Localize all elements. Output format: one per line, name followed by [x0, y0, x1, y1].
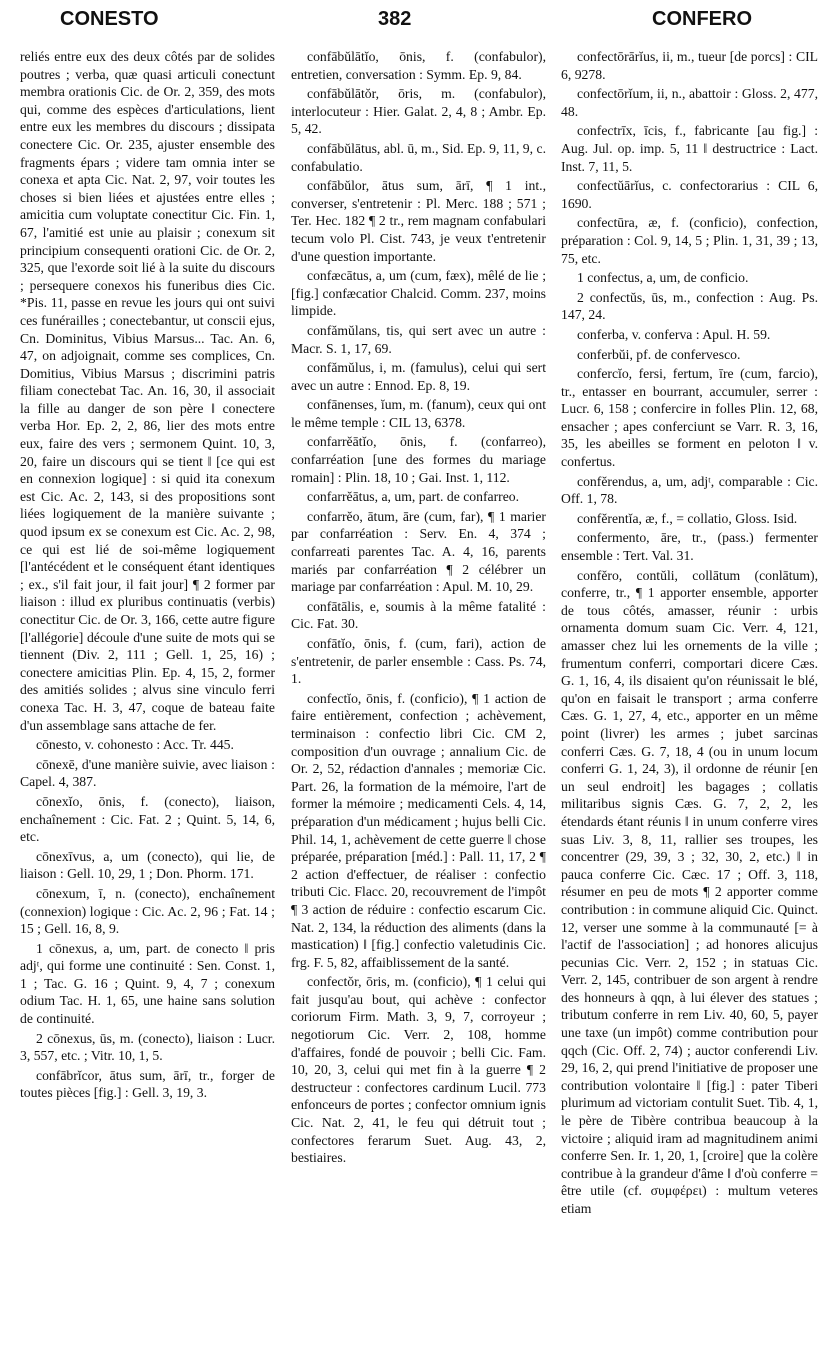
dictionary-entry: confātālis, e, soumis à la même fatalité : Cic. Fat. 30. — [291, 598, 546, 632]
dictionary-entry: confectŭārĭus, c. confectorarius : CIL 6, 1690. — [561, 178, 818, 211]
dictionary-entry: cōnexĭo, ōnis, f. (conecto), liaison, enchaînement : Cic. Fat. 2 ; Quint. 5, 14, 6, etc. — [20, 793, 275, 845]
dictionary-entry: confæcātus, a, um (cum, fæx), mêlé de lie ; [fig.] confæcatior Chalcid. Comm. 237, moins limpide. — [291, 268, 546, 319]
dictionary-entry: confectūra, æ, f. (conficio), confection, préparation : Col. 9, 14, 5 ; Plin. 1, 31, 39 ; 13, 75, etc. — [561, 215, 818, 266]
dictionary-entry: confercĭo, fersi, fertum, īre (cum, farcio), tr., entasser en bourrant, accumuler, serrer : Lucr. 6, 158 ; confercire in folles Plin. 12, 68, ensacher ; apes conferciunt se Varr. R. 3, 16, 35, les abeilles se forment en peloton ‖ v. confertus. — [561, 366, 818, 470]
dictionary-entry: confābrĭcor, ātus sum, ārī, tr., forger de toutes pièces [fig.] : Gell. 3, 19, 3. — [20, 1067, 275, 1101]
dictionary-entry: confĕro, contŭli, collātum (conlātum), conferre, tr., ¶ 1 apporter ensemble, apporter de tous côtés, amasser, réunir : urbis ornamenta domum suam Cic. Verr. 4, 121, amasser chez lui les ornements de la ville ; frumentum conferri, comportari dicere Cæs. G. 1, 16, 4, ils disaient qu'on réunissait le blé, qu'on en faisait le transport ; arma conferre Cæs. G. 1, 27, 4, etc., apporter en un même point (livrer) les armes ; jubet sarcinas conferri Cæs. G. 7, 18, 4 (ou in unum locum conferri G. 1, 24, 3), il ordonne de réunir [en un seul endroit] les bagages ; collatis militaribus signis Cæs. G. 7, 2, 2, les étendards étant réunis ‖ in unum conferre vires suas Liv. 3, 8, 11, rallier ses troupes, les concentrer (29, 39, 3 ; 32, 30, 2, etc.) ‖ in pauca conferre Cic. Cæc. 17 ; Off. 3, 118, résumer en peu de mots ¶ 2 apporter comme contribution : in commune aliquid Cic. Quinct. 12, verser une somme à la communauté [= à l'actif de l'association] ; ad honores alicujus pecunias Cic. Verr. 2, 152 ; in statuas Cic. Verr. 2, 145, contribuer de son argent à rendre des honneurs à qqn, à lui élever des statues ; tributum conferre in rem Liv. 40, 60, 5, payer une taxe (un impôt) comme contribution pour qqch (Cic. Off. 2, 74) ; auctor conferendi Liv. 29, 16, 2, qui prend l'initiative de proposer une contribution volontaire ‖ [fig.] : pater Tiberi plurimum ad victoriam contulit Suet. Tib. 4, 1, le père de Tibère contribua beaucoup à la victoire ; aliquid iram ad magnitudinem animi conferre Sen. Ir. 1, 20, 1, [croire] que la colère contribue à la grandeur d'âme ‖ d'où conferre = être utile (cf. συμφέρει) : multum veteres etiam — [561, 567, 818, 1216]
entry-continuation: reliés entre eux des deux côtés par de solides poutres ; verba, quæ quasi articuli conectunt membra orationis Cic. de Or. 2, 359, des mots qui, comme des espèces d'articulations, lient entre eux les membres du discours ; dissipata conectere Cic. Or. 235, ajuster ensemble des fragments épars ; videre tam omnia inter se conexa et apta Cic. Nat. 2, 97, voir toutes les choses si bien liées et ajustées entre elles ; amicitia cum voluptate conectitur Cic. Fin. 1, 67, l'amitié est unie au plaisir ; conexum sit principium consequenti orationi Cic. de Or. 2, 325, que l'exorde soit lié à la suite du discours ; persequere conexos his funeribus dies Cic. *Pis. 11, passe en revue les jours qui ont suivi ces funérailles ; conectebantur, ut conscii ejus, Cn. Dominitus, Vibius Marsus... Tac. An. 6, 47, on adjoignait, comme ses complices, Cn. Domitius, Vibius Marsus ; discrimini patris filiam conectebat Tac. An. 16, 30, il associait la fille au danger de son père ‖ conectere verba Hor. Ep. 2, 2, 86, lier des mots entre eux, faire des vers ; sermonem Quint. 10, 3, 20, faire un discours qui se tient ‖ [ce qui est en connexion logique] : si quid ita conexum est Cic. Ac. 2, 143, si des propositions sont liées logiquement de la manière suivante ; quod ipsum ex se conexum est Cic. Ac. 2, 98, ce qui est lié de soi-même logiquement [l'antécédent et le conséquent étant identiques ; ex., s'il fait jour, il fait jour] ¶ 2 former par liaison : illud ex pluribus continuatis (verbis) conectitur Cic. de Or. 3, 166, cette autre figure [l'allégorie] découle d'une suite de mots qui se tiennent (Div. 2, 111 ; Gell. 1, 25, 16) ; conectere amicitias Plin. Ep. 4, 15, 2, former des amitiés solides ; alvus sine vinculo ferri conexa Tac. H. 3, 47, coque de bateau faite d'un assemblage sans attache de fer. — [20, 49, 275, 733]
page-header — [0, 8, 833, 38]
dictionary-entry: 2 confectŭs, ūs, m., confection : Aug. Ps. 147, 24. — [561, 289, 818, 323]
dictionary-entry: 2 cōnexus, ūs, m. (conecto), liaison : Lucr. 3, 557, etc. ; Vitr. 10, 1, 5. — [20, 1030, 275, 1064]
dictionary-entry: confectōrĭum, ii, n., abattoir : Gloss. 2, 477, 48. — [561, 86, 818, 119]
dictionary-entry: conferba, v. conferva : Apul. H. 59. — [577, 326, 771, 342]
dictionary-entry: cōnexīvus, a, um (conecto), qui lie, de liaison : Gell. 10, 29, 1 ; Don. Phorm. 171. — [20, 848, 275, 882]
dictionary-entry: confectŏr, ōris, m. (conficio), ¶ 1 celui qui fait jusqu'au bout, qui achève : confector coriorum Firm. Math. 3, 9, 7, corroyeur ; negotiorum Cic. Verr. 2, 108, homme d'affaires, fondé de pouvoir ; belli Cic. Fam. 10, 20, 3, celui qui met fin à la guerre ¶ 2 destructeur : confectores cardinum Lucil. 773 enfonceurs de portes ; confector omnium ignis Cic. Nat. 2, 41, le feu qui détruit tout ; confectores ferarum Suet. Aug. 43, 2, bestiaires. — [291, 974, 546, 1166]
running-head-right: CONFERO — [652, 8, 752, 30]
dictionary-entry: confermento, āre, tr., (pass.) fermenter ensemble : Tert. Val. 31. — [561, 530, 818, 564]
dictionary-entry: confābŭlor, ātus sum, ārī, ¶ 1 int., converser, s'entretenir : Pl. Merc. 188 ; 571 ; Ter. Hec. 182 ¶ 2 tr., rem magnam confabulari tecum volo Pl. Cist. 743, je veux t'entretenir d'une question importante. — [291, 178, 546, 264]
column-right — [561, 48, 818, 1220]
dictionary-entry: 1 cōnexus, a, um, part. de conecto ‖ pris adjᵗ, qui forme une continuité : Sen. Const. 1, 1 ; Tac. G. 16 ; Quint. 9, 4, 7 ; conexum odium Tac. H. 1, 65, une haine sans solution de continuité. — [20, 940, 275, 1027]
dictionary-entry: cōnesto, v. cohonesto : Acc. Tr. 445. — [36, 737, 234, 753]
dictionary-entry: confābŭlātĭo, ōnis, f. (confabulor), entretien, conversation : Symm. Ep. 9, 84. — [291, 49, 546, 82]
dictionary-entry: confarrĕo, ātum, āre (cum, far), ¶ 1 marier par confarréation : Serv. En. 4, 374 ; confarreati parentes Tac. A. 4, 16, parents mariés par confarréation ¶ 2 célébrer un mariage par confarréation : Apul. M. 10, 29. — [291, 508, 546, 595]
dictionary-entry: cōnexum, ī, n. (conecto), enchaînement (connexion) logique : Cic. Ac. 2, 96 ; Fat. 14 ; 15 ; Gell. 16, 8, 9. — [20, 885, 275, 937]
dictionary-entry: confĕrendus, a, um, adjᵗ, comparable : Cic. Off. 1, 78. — [561, 473, 818, 507]
dictionary-entry: confānenses, ĭum, m. (fanum), ceux qui ont le même temple : CIL 13, 6378. — [291, 397, 546, 430]
column-left — [20, 48, 275, 1104]
dictionary-entry: confarrĕātus, a, um, part. de confarreo. — [307, 489, 520, 505]
running-head-left: CONESTO — [60, 8, 159, 30]
dictionary-entry: confectĭo, ōnis, f. (conficio), ¶ 1 action de faire entièrement, confection ; achèvement, terminaison : confectio libri Cic. CM 2, composition d'un ouvrage ; annalium Cic. de Or. 2, 52, rédaction d'annales ; memoriæ Cic. Part. 26, la formation de la mémoire, l'art de former la mémoire ; medicamenti Cels. 4, 14, préparation d'un médicament ; hujus belli Cic. Phil. 14, 1, achèvement de cette guerre ‖ chose préparée, préparation [méd.] : Pall. 11, 17, 2 ¶ 2 action d'effectuer, de réaliser : confectio tributi Cic. Flacc. 20, recouvrement de l'impôt ¶ 3 action de réduire : confectio escarum Cic. Nat. 2, 134, la réduction des aliments (dans la mastication) ‖ [fig.] confectio valetudinis Cic. frg. F. 5, 82, affaiblissement de la santé. — [291, 690, 546, 970]
dictionary-entry: conferbŭi, pf. de confervesco. — [577, 346, 741, 362]
dictionary-entry: confectrīx, īcis, f., fabricante [au fig.] : Aug. Jul. op. imp. 5, 11 ‖ destructrice : Lact. Inst. 7, 11, 5. — [561, 123, 818, 174]
dictionary-entry: 1 confectus, a, um, de conficio. — [577, 270, 749, 286]
dictionary-entry: cōnexē, d'une manière suivie, avec liaison : Capel. 4, 387. — [20, 756, 275, 790]
dictionary-entry: confātĭo, ōnis, f. (cum, fari), action de s'entretenir, de parler ensemble : Cass. Ps. 74, 1. — [291, 636, 546, 687]
dictionary-entry: confămŭlus, i, m. (famulus), celui qui sert avec un autre : Ennod. Ep. 8, 19. — [291, 360, 546, 393]
dictionary-entry: confĕrentĭa, æ, f., = collatio, Gloss. Isid. — [577, 510, 798, 526]
dictionary-entry: confābŭlātus, abl. ū, m., Sid. Ep. 9, 11, 9, c. confabulatio. — [291, 140, 546, 174]
dictionary-entry: confectōrārĭus, ii, m., tueur [de porcs] : CIL 6, 9278. — [561, 49, 818, 82]
column-middle — [291, 48, 546, 1169]
dictionary-entry: confarrĕātĭo, ōnis, f. (confarreo), confarréation [une des formes du mariage romain] : Plin. 18, 10 ; Gai. Inst. 1, 112. — [291, 434, 546, 485]
page-number: 382 — [378, 8, 412, 30]
dictionary-entry: confābŭlātŏr, ōris, m. (confabulor), interlocuteur : Hier. Galat. 2, 4, 8 ; Ambr. Ep. 5, 42. — [291, 86, 546, 137]
dictionary-entry: confămŭlans, tis, qui sert avec un autre : Macr. S. 1, 17, 69. — [291, 322, 546, 356]
